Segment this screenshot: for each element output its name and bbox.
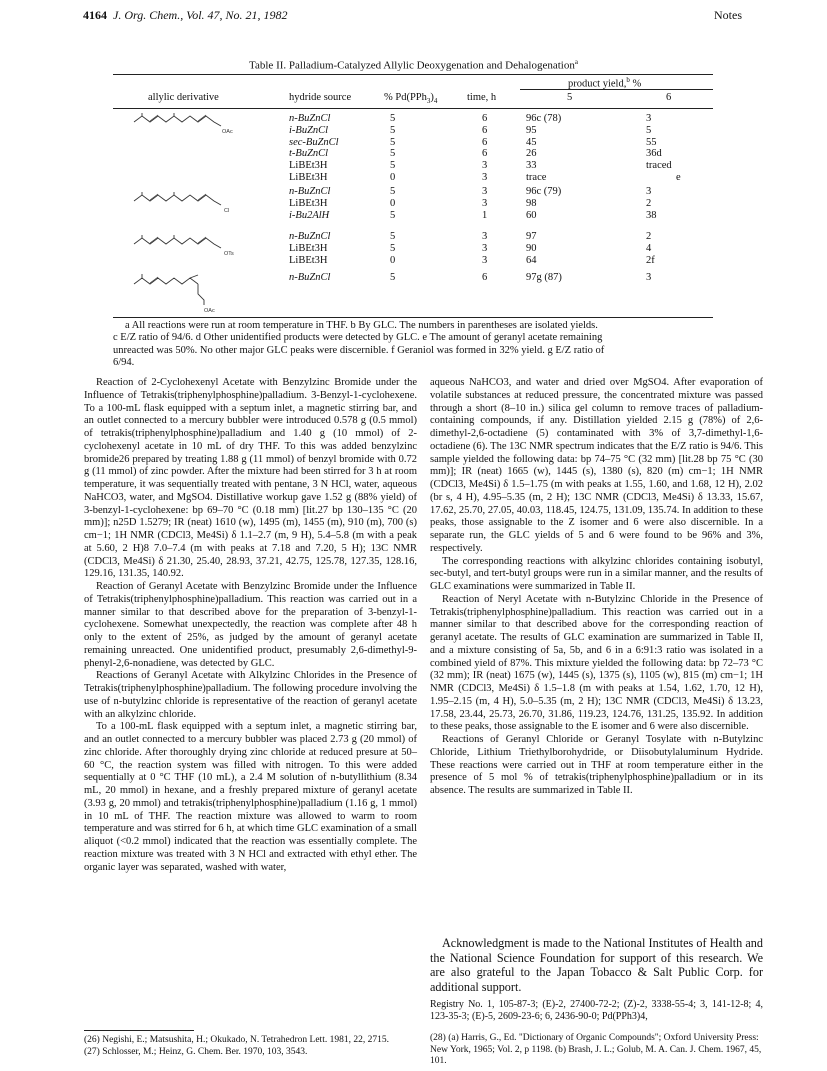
catalyst-cell: 5 [390, 231, 396, 242]
catalyst-cell: 5 [390, 242, 396, 254]
time-cell: 6 [482, 124, 488, 136]
yield6-cell: 3 [646, 272, 652, 283]
yield6-cell: 4 [646, 242, 652, 254]
table-title-text: Table II. Palladium-Catalyzed Allylic Deoxygenation and Dehalogenation [249, 59, 575, 72]
group1-time [482, 113, 487, 184]
structure-label-oac-2: OAc [204, 308, 215, 314]
table-top-rule [113, 74, 713, 75]
col-header-catalyst [384, 92, 437, 105]
references-left [84, 1035, 417, 1058]
yield5-cell: 26 [526, 148, 537, 160]
group1-catalyst [390, 113, 395, 184]
hydride-cell: LiBEt3H [289, 254, 328, 266]
time-cell: 6 [482, 272, 488, 283]
geranyl-tosylate-structure [128, 235, 248, 257]
group4-yield6 [646, 272, 651, 284]
group4-hydride [289, 272, 330, 284]
catalyst-cell: 5 [390, 186, 396, 197]
hydride-cell [289, 113, 339, 125]
col-header-time: time, h [467, 92, 497, 103]
catalyst-cell: 5 [390, 160, 396, 172]
time-cell: 3 [482, 197, 488, 209]
hydride-value: n-BuZnCl [289, 186, 331, 197]
hydride-value: n-BuZnCl [289, 113, 331, 124]
col-header-derivative: allylic derivative [148, 92, 219, 103]
yield5-cell: 97g (87) [526, 272, 562, 283]
yield5-cell: 45 [526, 136, 537, 148]
hydride-value: n-BuZnCl [289, 231, 331, 242]
yield6-cell: 2 [646, 197, 652, 209]
footnote-line: 6/94. [113, 357, 135, 369]
col-header-product-6: 6 [666, 92, 672, 103]
table-footnotes [113, 320, 723, 370]
time-cell: 6 [482, 148, 488, 160]
structure-label-ots: OTs [224, 251, 234, 257]
hydride-cell [289, 137, 339, 149]
yield6-cell: traced [646, 160, 672, 172]
journal-citation: J. Org. Chem., Vol. 47, No. 21, 1982 [113, 8, 288, 22]
yield6-cell: 55 [646, 136, 657, 148]
catalyst-cell: 0 [390, 197, 396, 209]
registry-numbers: Registry No. 1, 105-87-3; (E)-2, 27400-72-2; (Z)-2, 3338-55-4; 3, 141-12-8; 4, 123-35-3; (E)-5, 2609-23-6; 6, 2436-90-0; Pd(PPh3)4, [430, 999, 763, 1023]
paragraph-procedure: To a 100-mL flask equipped with a septum inlet, a magnetic stirring bar, and an outlet connected to a mercury bubbler was placed 2.73 g (20 mmol) of zinc chloride. After thoroughly drying zinc chloride at reduced presure at 50–60 °C, the reaction system was filled with nitrogen. To this were added sequentially at 0 °C THF (10 mL), a 2.4 M solution of n-butyllithium (8.34 mL, 20 mmol) in hexane, and a freshly prepared mixture of geranyl acetate (3.93 g, 20 mmol) and tetrakis(triphenylphosphine)palladium (1.16 g, 1 mmol) in 10 mL of THF. The reaction mixture was allowed to warm to room temperature and was stirred for 6 h, at which time GLC examination of a small aliquot (<0.2 mmol) indicated that the reaction was essentially complete. The reaction mixture was treated with 3 N HCl and extracted with ethyl ether. The organic layer was separated, washed with water, [84, 721, 417, 873]
catalyst-cell: 5 [390, 209, 396, 221]
paragraph-alkylzinc: Reactions of Geranyl Acetate with Alkylzinc Chlorides in the Presence of Tetrakis(triphenylphosphine)palladium. The following procedure involving the use of n-butylzinc chloride is representative of the reaction of geranyl acetate with an alkylzinc chloride. [84, 670, 417, 720]
time-cell: 3 [482, 160, 488, 172]
yield5-cell: 96c (78) [526, 113, 562, 124]
footnote-line: c E/Z ratio of 94/6. d Other unidentified products were detected by GLC. e The amount of geranyl acetate remaining [113, 332, 603, 344]
paragraph-workup: aqueous NaHCO3, and water and dried over MgSO4. After evaporation of volatile substances at reduced pressure, the concentrated mixture was passed through a short (8–10 in.) silica gel column to remove traces of palladium-containing compounds, if any. Distillation yielded 2.15 g (78%) of 2,6-dimethyl-2,6-octadiene (5) contaminated with 3% of 3,7-dimethyl-1,6-octadiene (6). The 13C NMR spectrum indicates that the E/Z ratio is 94/6. This sample yielded the following data: bp 74–75 °C (32 mm) [lit.28 bp 75 °C (30 mm)]; IR (neat) 1665 (w), 1445 (s), 1380 (s), 820 (m) cm−1; 1H NMR (CDCl3, Me4Si) δ 1.5–1.75 (m with peaks at 1.55, 1.60, and 1.68, 12 H), 2.02 (br s, 4 H), 4.95–5.35 (m, 2 H); 13C NMR (CDCl3, Me4Si) δ 13.33, 15.67, 17.62, 25.70, 27.05, 40.03, 118.45, 124.75, 131.09, 135.74. In addition to these peaks, those assignable to the Z isomer and 6 were also discernible. In a separate run, the GLC yields of 5 and 6 were found to be 96% and 3%, respectively. [430, 377, 763, 554]
references-rule-left [84, 1030, 194, 1031]
catalyst-cell: 0 [390, 171, 396, 183]
time-cell: 6 [482, 136, 488, 148]
time-cell: 1 [482, 209, 488, 221]
footnote-line: unreacted was 50%. No other major GLC peaks were discernible. f Geraniol was formed in 32% yield. g E/Z ratio of [113, 344, 605, 356]
catalyst-label-end: ) [430, 92, 434, 103]
table-bottom-rule [113, 317, 713, 318]
yield5-cell: 64 [526, 254, 537, 266]
yield5-cell: 90 [526, 242, 537, 254]
hydride-value: i-BuZnCl [289, 124, 329, 136]
catalyst-cell: 5 [390, 136, 396, 148]
hydride-cell [289, 148, 339, 160]
yield6-cell: 3 [646, 113, 652, 124]
group-header [568, 76, 641, 90]
hydride-cell [289, 210, 330, 222]
reference-27: (27) Schlosser, M.; Heinz, G. Chem. Ber. 1970, 103, 3543. [84, 1046, 308, 1057]
geranyl-chloride-structure [128, 192, 248, 214]
group2-hydride [289, 186, 330, 221]
left-column [84, 377, 417, 874]
time-cell: 3 [482, 242, 488, 254]
hydride-cell [289, 186, 330, 198]
structure-label-oac: OAc [222, 129, 233, 135]
structure-label-cl: Cl [224, 208, 230, 214]
neryl-acetate-structure [128, 274, 248, 314]
col-header-product-5: 5 [567, 92, 573, 103]
catalyst-cell: 5 [390, 272, 396, 283]
hydride-value: n-BuZnCl [289, 272, 331, 283]
reference-26: (26) Negishi, E.; Matsushita, H.; Okukado, N. Tetrahedron Lett. 1981, 22, 2715. [84, 1035, 389, 1045]
group-header-unit: % [629, 78, 642, 90]
paragraph-alkylzinc-variants: The corresponding reactions with alkylzinc chlorides containing isobutyl, sec-butyl, and tert-butyl groups were run in a similar manner, and the results of GLC examinations were summarized in Table II. [430, 555, 763, 592]
group1-yield6 [646, 113, 681, 184]
yield6-cell: 3 [646, 186, 652, 197]
time-cell: 6 [482, 113, 488, 124]
group-header-rule [520, 89, 713, 90]
group3-catalyst [390, 231, 395, 266]
hydride-cell: LiBEt3H [289, 171, 328, 183]
references-right [430, 1033, 763, 1068]
time-cell: 3 [482, 186, 488, 197]
yield5-cell: 60 [526, 209, 537, 221]
table-title-footnote-mark: a [574, 58, 578, 66]
reference-28: (28) (a) Harris, G., Ed. "Dictionary of Organic Compounds"; Oxford University Press: New York, 1965; Vol. 2, p 1198. (b) Brash, J. L.; Golub, M. A. Can. J. Chem. 1967, 45, 101. [430, 1033, 762, 1066]
group1-hydride [289, 113, 339, 184]
yield6-cell: 2f [646, 254, 655, 266]
hydride-value: sec-BuZnCl [289, 136, 339, 148]
time-cell: 3 [482, 231, 488, 242]
group4-catalyst [390, 272, 395, 284]
table-header-rule [113, 108, 713, 109]
catalyst-cell: 5 [390, 113, 396, 124]
yield5-cell: 96c (79) [526, 186, 562, 197]
catalyst-cell: 5 [390, 148, 396, 160]
group2-yield6 [646, 186, 657, 221]
time-cell: 3 [482, 254, 488, 266]
paragraph-cyclohexenyl: Reaction of 2-Cyclohexenyl Acetate with Benzylzinc Bromide under the Influence of Tetrakis(triphenylphosphine)palladium. 3-Benzyl-1-cyclohexene. To a 100-mL flask equipped with a septum inlet, a magnetic stirring bar, and an outlet connected to a mercury bubbler were introduced 0.578 g (0.5 mmol) of tetrakis(triphenylphosphine)palladium and 1.40 g (10 mmol) of 2-cyclohexenyl acetate in 10 mL of dry THF. To this was added benzylzinc bromide26 prepared by treating 1.88 g (11 mmol) of benzyl bromide with 0.72 g (11 mmol) of zinc powder. After the mixture had been stirred for 3 h at room temperature, it was sequentially treated with pentane, 3 N HCl, water, aqueous NaHCO3, water, and MgSO4. Distillative workup gave 1.52 g (88% yield) of 3-benzyl-1-cyclohexene: bp 69–70 °C (0.18 mm) [lit.27 bp 130–135 °C (20 mm)]; n25D 1.5279; IR (neat) 1610 (w), 1495 (m), 1455 (m), 910 (m), 700 (s) cm−1; 1H NMR (CDCl3, Me4Si) δ 1.1–2.7 (m, 9 H), 5.4–5.8 (m with a peak at 5.60, 2 H)8 7.0–7.4 (m with peaks at 7.18 and 7.20, 5 H); 13C NMR (CDCl3, Me4Si) δ 21.30, 25.40, 28.93, 37.21, 42.75, 125.78, 127.35, 128.16, 129.16, 131.35, 140.92. [84, 377, 417, 580]
section-name: Notes [714, 8, 742, 22]
hydride-value: t-BuZnCl [289, 148, 329, 160]
yield5-cell: trace [526, 171, 547, 183]
yield5-cell: 33 [526, 160, 537, 172]
yield5-cell: 98 [526, 197, 537, 209]
yield5-cell: 97 [526, 231, 537, 242]
paragraph-neryl: Reaction of Neryl Acetate with n-Butylzinc Chloride in the Presence of Tetrakis(triphenylphosphine)palladium. This reaction was carried out in a manner similar to that described above for the corresponding reaction of geranyl acetate. The results of GLC examination are summarized in Table II, and a mixture consisting of 5a, 5b, and 6 in a 6:91:3 ratio was isolated in a combined yield of 87%. This mixture yielded the following data: bp 72–73 °C (32 mm); IR (neat) 1675 (w), 1445 (s), 1375 (s), 1105 (w), 815 (m) cm−1; 1H NMR (CDCl3, Me4Si) δ 1.5–1.8 (m with peaks at 1.54, 1.62, 1.70, 12 H), 1.95–2.15 (m, 4 H), 5.0–5.35 (m, 2 H); 13C NMR (CDCl3, Me4Si) δ 13.23, 17.58, 23.44, 25.73, 26.70, 31.86, 119.23, 124.76, 131.25, 135.92. In addition to these peaks, those assignable to the E isomer and 6 were also discernible. [430, 593, 763, 733]
hydride-value: i-Bu2AlH [289, 209, 330, 221]
yield6-cell: 36d [646, 148, 662, 160]
page-number: 4164 [83, 8, 107, 22]
acknowledgment: Acknowledgment is made to the National Institutes of Health and the National Science Foundation for support of this research. We are also grateful to the Japan Tobacco & Salt Public Corp. for additional support. [430, 936, 763, 994]
group1-yield5 [526, 113, 561, 184]
group4-yield5 [526, 272, 562, 284]
running-header [83, 8, 288, 23]
col-header-hydride: hydride source [289, 92, 352, 103]
hydride-cell: LiBEt3H [289, 197, 328, 209]
catalyst-cell: 5 [390, 124, 396, 136]
group3-time [482, 231, 487, 266]
yield5-cell: 95 [526, 124, 537, 136]
hydride-cell [289, 231, 330, 243]
hydride-cell [289, 125, 339, 137]
table-title [0, 58, 827, 72]
group4-time [482, 272, 487, 284]
yield6-cell: 5 [646, 124, 652, 136]
hydride-cell: LiBEt3H [289, 242, 328, 254]
yield6-cell: e [676, 171, 681, 183]
catalyst-label: % Pd(PPh [384, 92, 427, 103]
footnote-line: a All reactions were run at room temperature in THF. b By GLC. The numbers in parentheses are isolated yields. [125, 320, 598, 331]
geranyl-acetate-structure [128, 113, 248, 135]
time-cell: 3 [482, 171, 488, 183]
group2-catalyst [390, 186, 395, 221]
group3-hydride [289, 231, 330, 266]
group2-time [482, 186, 487, 221]
hydride-cell: LiBEt3H [289, 160, 328, 172]
right-column [430, 377, 763, 798]
paragraph-geranyl-chloride: Reactions of Geranyl Chloride or Geranyl Tosylate with n-Butylzinc Chloride, Lithium Triethylborohydride, or Diisobutylaluminum Hydride. These reactions were carried out in THF at room temperature either in the presence of 5 mol % of tetrakis(triphenylphosphine)palladium or in its absence. The results are summarized in Table II. [430, 734, 763, 796]
group-header-label: product yield, [568, 78, 627, 90]
group-header-footnote-mark: b [626, 76, 630, 84]
yield6-cell: 2 [646, 231, 652, 242]
hydride-cell [289, 272, 330, 284]
catalyst-cell: 0 [390, 254, 396, 266]
group2-yield5 [526, 186, 561, 221]
group3-yield5 [526, 231, 537, 266]
group3-yield6 [646, 231, 655, 266]
catalyst-sub: 3 [426, 97, 431, 106]
catalyst-sub2: 4 [433, 97, 438, 106]
paragraph-geranyl-benzylzinc: Reaction of Geranyl Acetate with Benzylzinc Bromide under the Influence of Tetrakis(triphenylphosphine)palladium. This reaction was carried out in a manner similar to that described above for the preparation of 3-benzyl-1-cyclohexene. Somewhat unexpectedly, the reaction was complete after 48 h only to the extent of 25%, as judged by the amount of geranyl acetate remaining unreacted. One unidentified product, presumably 2,6-dimethyl-9-phenyl-2,6-nonadiene, was detected by GLC. [84, 581, 417, 669]
yield6-cell: 38 [646, 209, 657, 221]
